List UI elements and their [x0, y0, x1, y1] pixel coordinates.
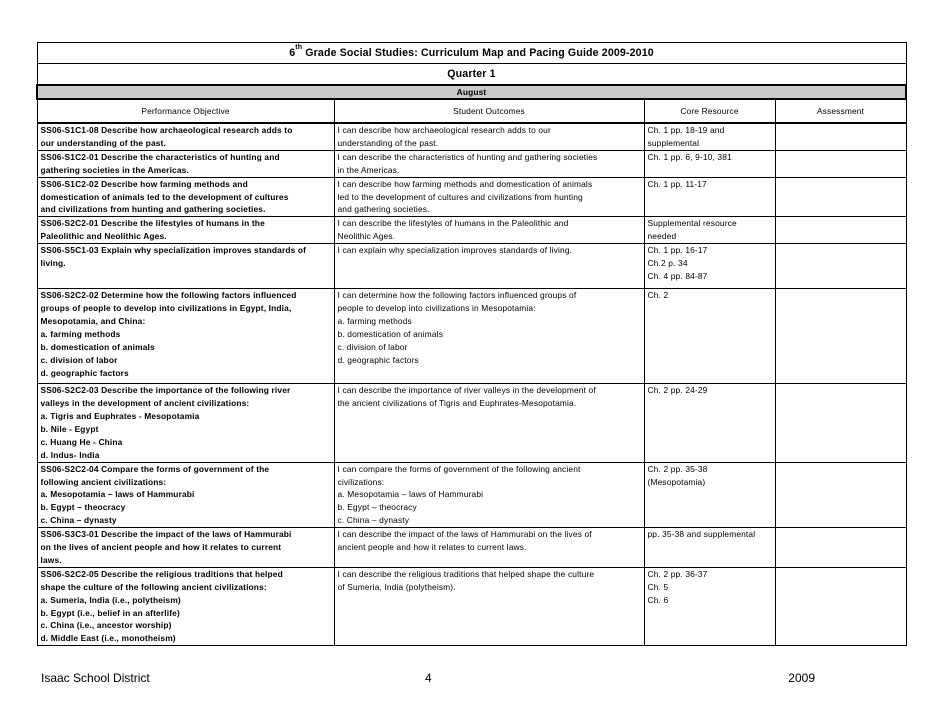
- cell-line: Ch. 1 pp. 18-19 and: [647, 125, 725, 135]
- cell-line: SS06-S5C1-03 Explain why specialization improves standards of: [40, 245, 307, 256]
- cell-line: Ch. 2: [647, 290, 669, 301]
- objective-cell: [37, 289, 334, 384]
- assessment-cell: [775, 217, 906, 244]
- cell-line: Supplemental resource: [647, 218, 737, 229]
- cell-line: Ch. 1 pp. 16-17: [647, 245, 708, 256]
- assessment-cell: [775, 384, 906, 462]
- footer-page-number: 4: [425, 671, 432, 685]
- table-row: [37, 123, 906, 150]
- column-header-assessment: Assessment: [775, 99, 906, 123]
- cell-line: c. China – dynasty: [40, 515, 117, 526]
- month-banner: August: [37, 85, 906, 99]
- footer-district: Isaac School District: [41, 671, 150, 685]
- cell-line: a. farming methods: [40, 328, 121, 339]
- column-header-objective: Performance Objective: [37, 99, 334, 123]
- cell-line: a. Mesopotamia – laws of Hammurabi: [337, 489, 484, 500]
- cell-line: domestication of animals led to the development of cultures: [40, 191, 289, 202]
- cell-line: on the lives of ancient people and how it relates to current: [40, 542, 282, 553]
- cell-line: c. division of labor: [40, 354, 118, 365]
- cell-line: ancient people and how it relates to current laws.: [337, 542, 527, 553]
- outcome-cell: [334, 289, 644, 384]
- cell-line: I can describe the impact of the laws of Hammurabi on the lives of: [337, 529, 592, 540]
- resource-cell: [644, 150, 775, 177]
- cell-line: people to develop into civilizations in Mesopotamia:: [337, 303, 536, 314]
- cell-line: Ch.2 p. 34: [647, 258, 688, 269]
- cell-line: shape the culture of the following ancient civilizations:: [40, 581, 267, 592]
- footer-year: 2009: [788, 671, 815, 685]
- cell-line: d. geographic factors: [337, 354, 419, 365]
- objective-cell: [37, 123, 334, 150]
- page-footer: [41, 670, 901, 686]
- outcome-cell: [334, 150, 644, 177]
- quarter-heading: Quarter 1: [37, 64, 906, 86]
- curriculum-table: [36, 42, 907, 646]
- cell-line: I can determine how the following factors influenced groups of: [337, 290, 577, 301]
- table-row: [37, 217, 906, 244]
- objective-cell: [37, 150, 334, 177]
- cell-line: a. farming methods: [337, 315, 412, 326]
- column-header-outcomes: Student Outcomes: [334, 99, 644, 123]
- outcome-cell: [334, 567, 644, 645]
- cell-line: living.: [40, 258, 66, 269]
- cell-line: a. Sumeria, India (i.e., polytheism): [40, 594, 181, 605]
- cell-line: SS06-S2C2-01 Describe the lifestyles of humans in the: [40, 218, 265, 229]
- column-header-row: [37, 99, 906, 123]
- cell-line: Ch. 4 pp. 84-87: [647, 270, 708, 281]
- cell-line: civilizations:: [337, 476, 385, 487]
- outcome-cell: [334, 244, 644, 289]
- outcome-cell: [334, 177, 644, 217]
- column-header-resource: Core Resource: [644, 99, 775, 123]
- table-row: [37, 384, 906, 462]
- cell-line: SS06-S2C2-05 Describe the religious traditions that helped: [40, 568, 283, 579]
- cell-line: led to the development of cultures and civilizations from hunting: [337, 191, 583, 202]
- document-title: 6th Grade Social Studies: Curriculum Map and Pacing Guide 2009-2010: [37, 43, 906, 64]
- assessment-cell: [775, 150, 906, 177]
- cell-line: I can explain why specialization improves standards of living.: [337, 245, 573, 256]
- cell-line: Neolithic Ages.: [337, 231, 396, 242]
- cell-line: and gathering societies.: [337, 204, 430, 215]
- outcome-cell: [334, 123, 644, 150]
- cell-line: (Mesopotamia): [647, 476, 706, 487]
- cell-line: d. geographic factors: [40, 367, 129, 378]
- cell-line: Ch. 2 pp. 35-38: [647, 463, 708, 474]
- objective-cell: [37, 567, 334, 645]
- cell-line: b. Nile - Egypt: [40, 423, 99, 434]
- cell-line: I can compare the forms of government of the following ancient: [337, 463, 581, 474]
- outcome-cell: [334, 462, 644, 528]
- cell-line: SS06-S1C2-01 Describe the characteristics of hunting and: [40, 151, 280, 162]
- assessment-cell: [775, 177, 906, 217]
- assessment-cell: [775, 289, 906, 384]
- cell-line: c. China (i.e., ancestor worship): [40, 620, 172, 631]
- resource-cell: [644, 567, 775, 645]
- objective-cell: [37, 244, 334, 289]
- outcome-cell: [334, 528, 644, 568]
- cell-line: I can describe the importance of river valleys in the development of: [337, 385, 596, 396]
- objective-cell: [37, 462, 334, 528]
- outcome-cell: [334, 384, 644, 462]
- objective-cell: [37, 177, 334, 217]
- cell-line: SS06-S1C1-08 Describe how archaeological research adds to: [40, 125, 293, 135]
- cell-line: laws.: [40, 554, 62, 565]
- curriculum-document: [36, 42, 905, 646]
- cell-line: b. domestication of animals: [337, 328, 444, 339]
- table-row: [37, 177, 906, 217]
- cell-line: of Sumeria, India (polytheism).: [337, 581, 456, 592]
- cell-line: SS06-S3C3-01 Describe the impact of the laws of Hammurabi: [40, 529, 292, 540]
- resource-cell: [644, 217, 775, 244]
- table-row: [37, 462, 906, 528]
- cell-line: Ch. 1 pp. 6, 9-10, 381: [647, 151, 732, 162]
- assessment-cell: [775, 123, 906, 150]
- outcome-cell: [334, 217, 644, 244]
- cell-line: SS06-S1C2-02 Describe how farming methods and: [40, 178, 248, 189]
- cell-line: SS06-S2C2-03 Describe the importance of the following river: [40, 385, 291, 396]
- cell-line: I can describe how farming methods and domestication of animals: [337, 178, 593, 189]
- resource-cell: [644, 462, 775, 528]
- assessment-cell: [775, 244, 906, 289]
- cell-line: d. Indus- India: [40, 449, 100, 460]
- resource-cell: [644, 244, 775, 289]
- cell-line: gathering societies in the Americas.: [40, 164, 189, 175]
- cell-line: I can describe the religious traditions that helped shape the culture: [337, 568, 595, 579]
- cell-line: needed: [647, 231, 677, 242]
- cell-line: Ch. 2 pp. 36-37: [647, 568, 708, 579]
- table-row: [37, 289, 906, 384]
- cell-line: supplemental: [647, 137, 700, 148]
- cell-line: I can describe how archaeological research adds to our: [337, 125, 551, 135]
- table-row: [37, 567, 906, 645]
- cell-line: a. Tigris and Euphrates - Mesopotamia: [40, 410, 200, 421]
- cell-line: groups of people to develop into civilizations in Egypt, India,: [40, 303, 292, 314]
- assessment-cell: [775, 462, 906, 528]
- objective-cell: [37, 217, 334, 244]
- table-row: [37, 528, 906, 568]
- cell-line: Ch. 5: [647, 581, 669, 592]
- resource-cell: [644, 123, 775, 150]
- cell-line: b. Egypt – theocracy: [337, 502, 417, 513]
- assessment-cell: [775, 528, 906, 568]
- resource-cell: [644, 177, 775, 217]
- cell-line: a. Mesopotamia – laws of Hammurabi: [40, 489, 195, 500]
- cell-line: d. Middle East (i.e., monotheism): [40, 633, 176, 644]
- resource-cell: [644, 528, 775, 568]
- cell-line: our understanding of the past.: [40, 137, 166, 148]
- cell-line: valleys in the development of ancient civilizations:: [40, 398, 250, 409]
- table-row: [37, 244, 906, 289]
- assessment-cell: [775, 567, 906, 645]
- cell-line: SS06-S2C2-04 Compare the forms of government of the: [40, 463, 270, 474]
- cell-line: Ch. 1 pp. 11-17: [647, 178, 707, 189]
- cell-line: pp. 35-38 and supplemental: [647, 529, 756, 540]
- cell-line: Ch. 6: [647, 594, 669, 605]
- resource-cell: [644, 289, 775, 384]
- cell-line: and civilizations from hunting and gathering societies.: [40, 204, 266, 215]
- cell-line: Paleolithic and Neolithic Ages.: [40, 231, 167, 242]
- resource-cell: [644, 384, 775, 462]
- cell-line: b. domestication of animals: [40, 341, 155, 352]
- cell-line: c. China – dynasty: [337, 515, 410, 526]
- cell-line: following ancient civilizations:: [40, 476, 167, 487]
- cell-line: SS06-S2C2-02 Determine how the following factors influenced: [40, 290, 297, 301]
- cell-line: I can describe the lifestyles of humans in the Paleolithic and: [337, 218, 569, 229]
- cell-line: b. Egypt (i.e., belief in an afterlife): [40, 607, 180, 618]
- cell-line: Ch. 2 pp. 24-29: [647, 385, 708, 396]
- objective-cell: [37, 384, 334, 462]
- cell-line: c. division of labor: [337, 341, 408, 352]
- cell-line: the ancient civilizations of Tigris and Euphrates-Mesopotamia.: [337, 398, 577, 409]
- cell-line: understanding of the past.: [337, 137, 439, 148]
- cell-line: b. Egypt – theocracy: [40, 502, 126, 513]
- cell-line: Mesopotamia, and China:: [40, 315, 146, 326]
- cell-line: in the Americas.: [337, 164, 400, 175]
- objective-cell: [37, 528, 334, 568]
- table-row: [37, 150, 906, 177]
- cell-line: c. Huang He - China: [40, 436, 123, 447]
- table-body: [37, 123, 906, 646]
- cell-line: I can describe the characteristics of hunting and gathering societies: [337, 151, 598, 162]
